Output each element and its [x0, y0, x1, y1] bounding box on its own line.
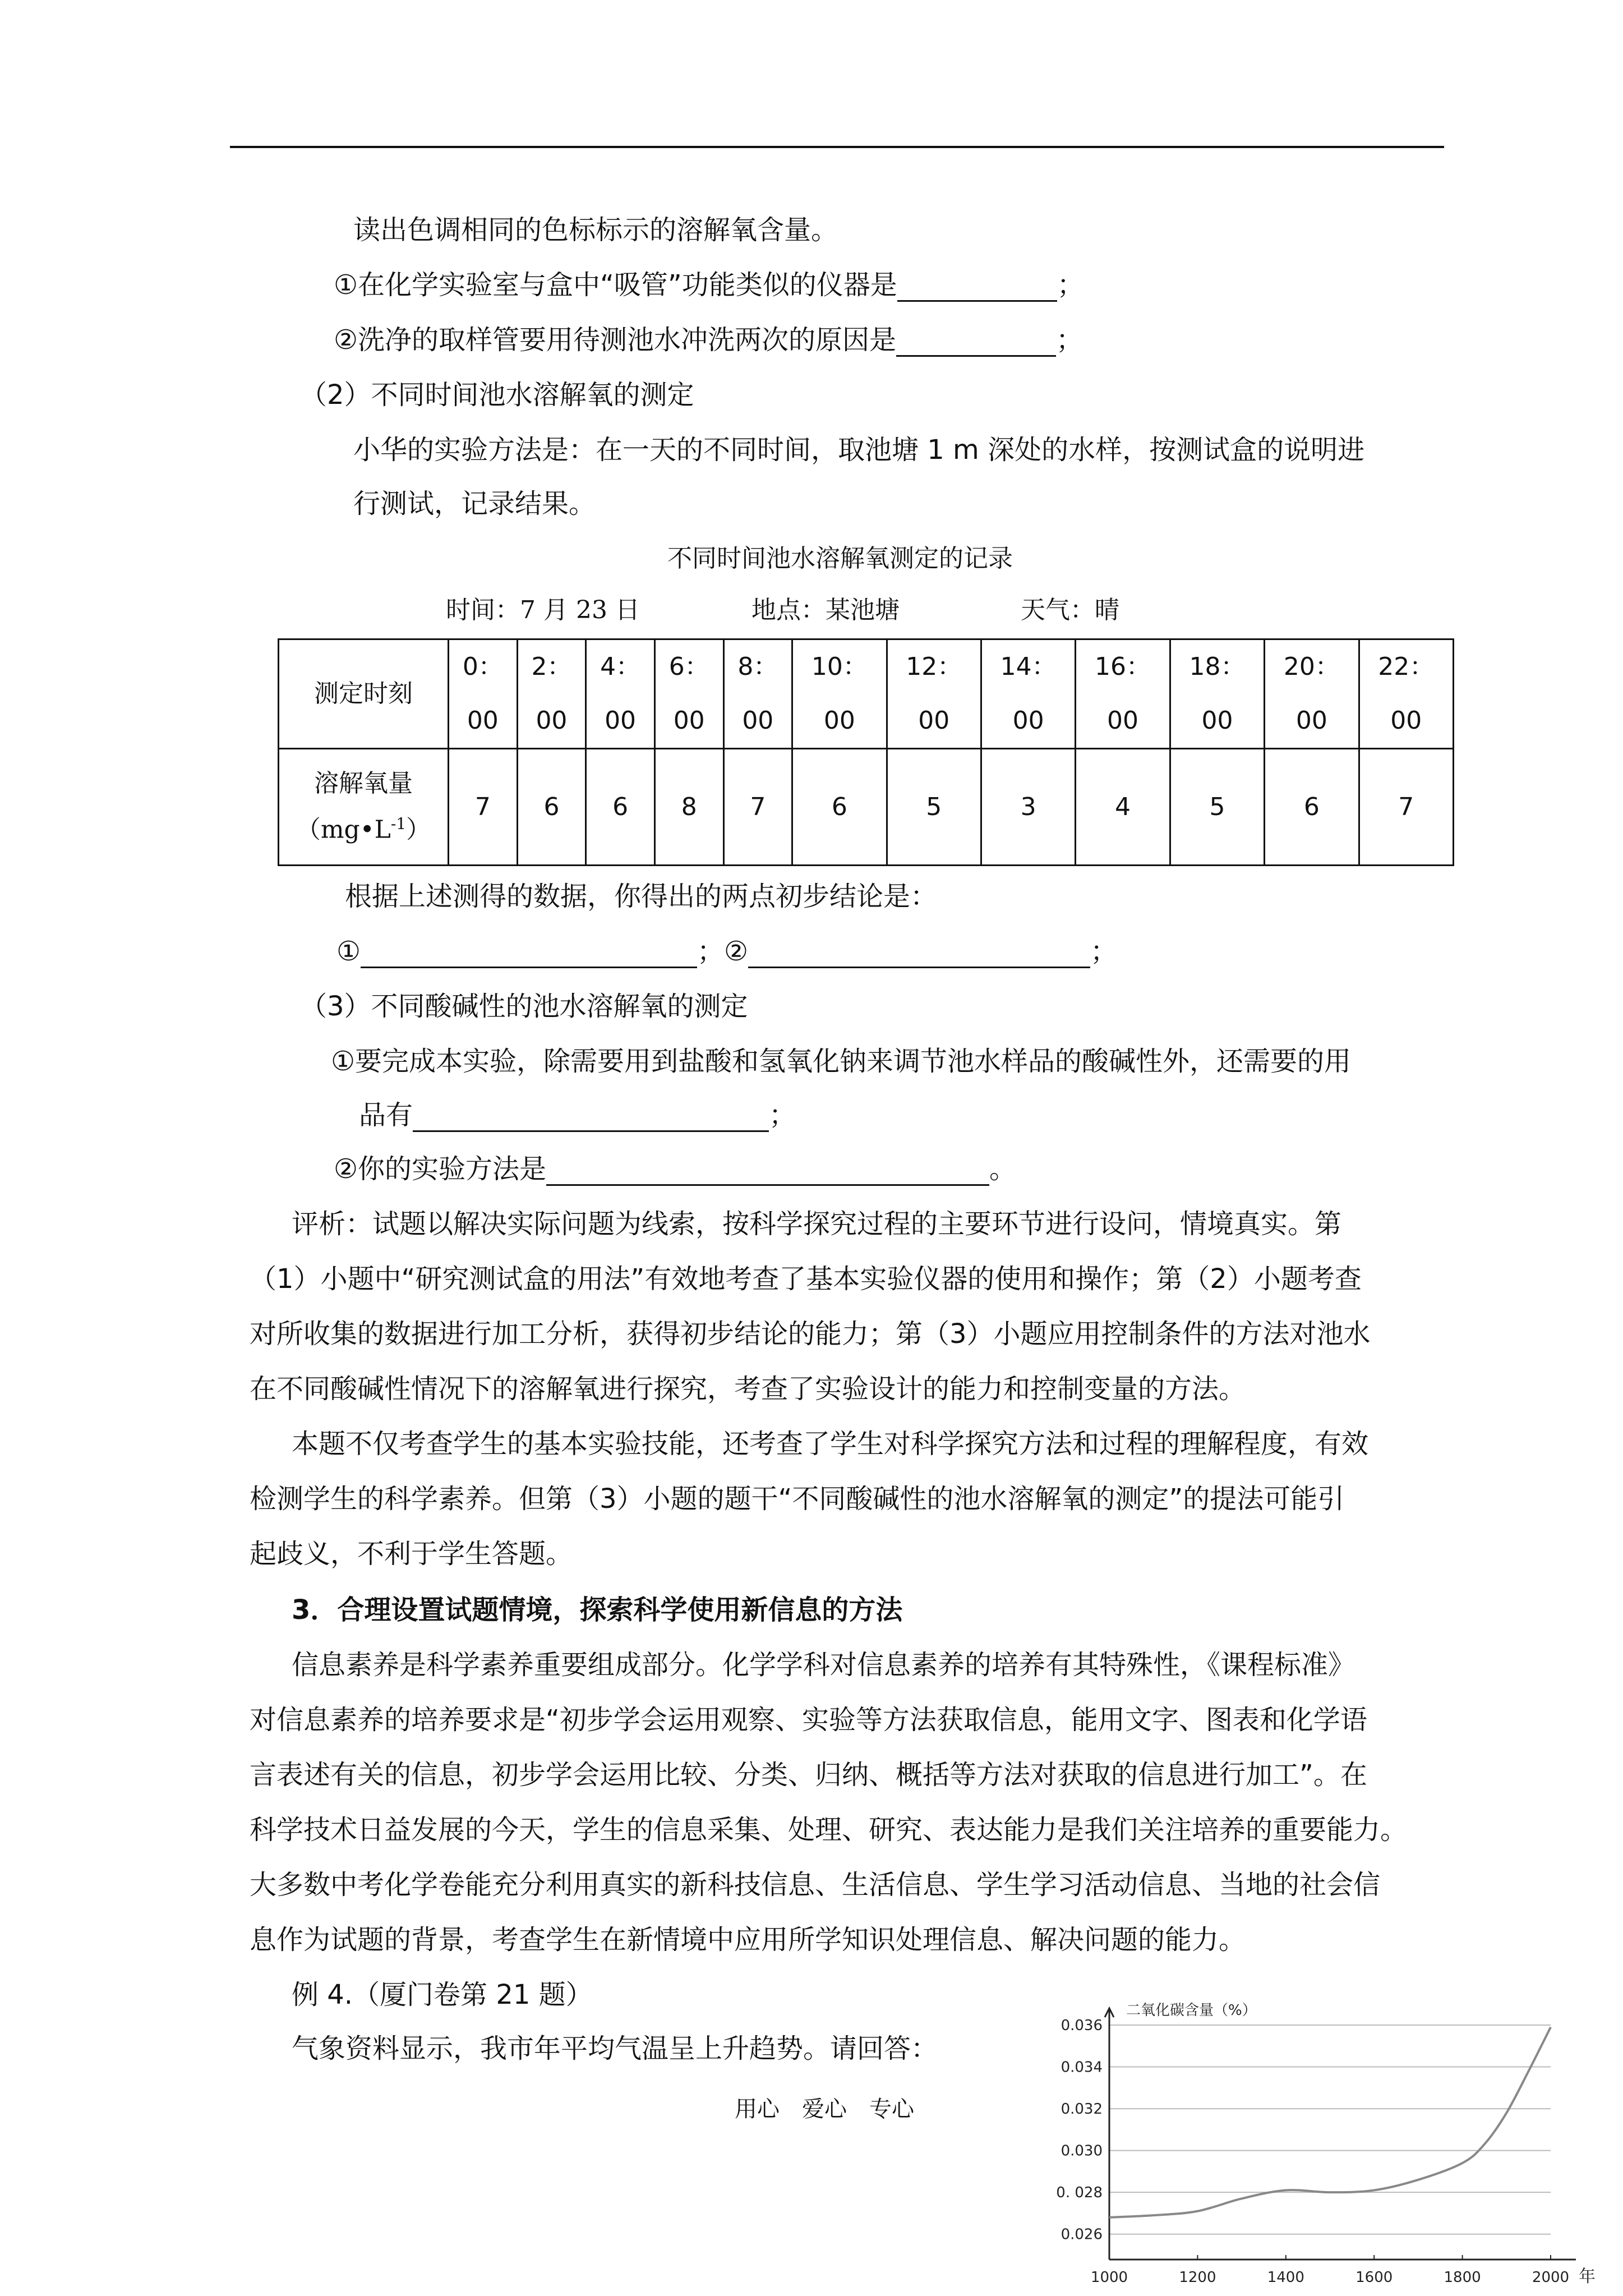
answer-blank[interactable] [361, 940, 697, 968]
x-axis-label: 年 [1579, 2267, 1596, 2286]
answer-blank[interactable] [896, 328, 1056, 357]
subsection-heading: （2）不同时间池水溶解氧的测定 [300, 379, 694, 411]
table-cell: 6： 00 [654, 639, 723, 749]
paragraph-line: （1）小题中“研究测试盒的用法”有效地考查了基本实验仪器的使用和操作；第（2）小题考查 [250, 1263, 1362, 1295]
x-tick-label: 1800 [1444, 2269, 1481, 2286]
answer-blank[interactable] [897, 273, 1057, 302]
table-cell: 10： 00 [792, 639, 887, 749]
table-meta-place: 地点：某池塘 [751, 596, 900, 624]
table-meta-time: 时间：7 月 23 日 [446, 596, 640, 624]
table-cell: 16： 00 [1076, 639, 1170, 749]
question-text: 品有 [359, 1099, 413, 1131]
table-header-cell: 测定时刻 [279, 639, 449, 749]
x-tick-label: 2000 [1532, 2269, 1570, 2286]
answer-blank[interactable] [546, 1157, 989, 1186]
record-table [278, 638, 1454, 866]
y-tick-label: 0.026 [1061, 2226, 1103, 2243]
table-cell: 7 [723, 749, 792, 866]
paragraph-line: 检测学生的科学素养。但第（3）小题的题干“不同酸碱性的池水溶解氧的测定”的提法可能引 [250, 1483, 1345, 1515]
punctuation: ； [1056, 324, 1083, 356]
text-line: 行测试，记录结果。 [353, 488, 596, 519]
question-line [334, 1152, 1016, 1186]
table-cell: 0： 00 [449, 639, 518, 749]
table-cell: 4 [1076, 749, 1170, 866]
paragraph-line: 息作为试题的背景，考查学生在新情境中应用所学知识处理信息、解决问题的能力。 [250, 1924, 1246, 1955]
question-line [334, 268, 1084, 302]
text-line: 小华的实验方法是：在一天的不同时间，取池塘 1 m 深处的水样，按测试盒的说明进 [353, 434, 1365, 466]
x-tick-label: 1000 [1090, 2269, 1128, 2286]
question-line [334, 323, 1083, 357]
paragraph-line: 言表述有关的信息，初步学会运用比较、分类、归纳、概括等方法对获取的信息进行加工”。在 [250, 1759, 1367, 1791]
table-cell: 6 [586, 749, 655, 866]
section-heading: 3．合理设置试题情境，探索科学使用新信息的方法 [292, 1594, 903, 1626]
table-header-cell: 溶解氧量 $(mg•L^{-1})$ [279, 749, 449, 866]
paragraph-line: 信息素养是科学素养重要组成部分。化学学科对信息素养的培养有其特殊性，《课程标准》 [292, 1649, 1355, 1681]
table-cell: 3 [981, 749, 1075, 866]
paragraph-line: 气象资料显示，我市年平均气温呈上升趋势。请回答： [292, 2033, 938, 2064]
text-line: 根据上述测得的数据，你得出的两点初步结论是： [345, 881, 938, 912]
punctuation: 。 [989, 1153, 1017, 1185]
paragraph-line: 大多数中考化学卷能充分利用真实的新科技信息、生活信息、学生学习活动信息、当地的社会信 [250, 1869, 1381, 1901]
question-text: ① [336, 936, 361, 967]
x-tick-label: 1600 [1355, 2269, 1393, 2286]
table-cell: 2： 00 [517, 639, 586, 749]
y-tick-label: 0.034 [1061, 2059, 1103, 2076]
punctuation: ； [769, 1099, 796, 1131]
table-cell: 4： 00 [586, 639, 655, 749]
table-cell: 22： 00 [1359, 639, 1453, 749]
punctuation: ； [1090, 936, 1118, 967]
y-axis-label: 二氧化碳含量（%） [1126, 2002, 1257, 2019]
text-line: 读出色调相同的色标标示的溶解氧含量。 [353, 214, 838, 246]
subsection-heading: （3）不同酸碱性的池水溶解氧的测定 [300, 991, 748, 1022]
x-tick-label: 1400 [1267, 2269, 1304, 2286]
answer-blank[interactable] [748, 940, 1090, 968]
text-line: ①要完成本实验，除需要用到盐酸和氢氧化钠来调节池水样品的酸碱性外，还需要的用 [331, 1046, 1352, 1077]
table-cell: 7 [449, 749, 518, 866]
paragraph-line: 本题不仅考查学生的基本实验技能，还考查了学生对科学探究方法和过程的理解程度，有效 [292, 1428, 1369, 1460]
question-text: ②洗净的取样管要用待测池水冲洗两次的原因是 [334, 324, 897, 356]
answer-blank[interactable] [413, 1103, 769, 1132]
table-cell: 18： 00 [1170, 639, 1264, 749]
table-row [279, 749, 1454, 866]
co2-line-chart [1043, 1986, 1604, 2289]
table-cell: 6 [1265, 749, 1359, 866]
y-tick-label: 0.036 [1061, 2017, 1103, 2034]
y-tick-label: 0. 028 [1056, 2184, 1103, 2202]
table-cell: 5 [887, 749, 981, 866]
paragraph-line: 科学技术日益发展的今天，学生的信息采集、处理、研究、表达能力是我们关注培养的重要能力。 [250, 1814, 1408, 1846]
page-footer: 用心 爱心 专心 [735, 2096, 914, 2122]
paragraph-line: 在不同酸碱性情况下的溶解氧进行探究，考查了实验设计的能力和控制变量的方法。 [250, 1373, 1246, 1405]
paragraph-line: 评析：试题以解决实际问题为线索，按科学探究过程的主要环节进行设问，情境真实。第 [292, 1208, 1342, 1240]
table-cell: 8 [654, 749, 723, 866]
table-row [279, 639, 1454, 749]
table-cell: 7 [1359, 749, 1453, 866]
table-cell: 12： 00 [887, 639, 981, 749]
question-line [359, 1098, 796, 1132]
table-cell: 5 [1170, 749, 1264, 866]
table-title: 不同时间池水溶解氧测定的记录 [667, 544, 1013, 573]
punctuation: ； [1057, 269, 1084, 301]
table-cell: 8： 00 [723, 639, 792, 749]
paragraph-line: 对信息素养的培养要求是“初步学会运用观察、实验等方法获取信息，能用文字、图表和化学语 [250, 1704, 1367, 1736]
y-tick-label: 0.030 [1061, 2142, 1103, 2160]
table-meta-weather: 天气：晴 [1021, 596, 1119, 624]
x-tick-label: 1200 [1179, 2269, 1216, 2286]
example-heading: 例 4.（厦门卷第 21 题） [292, 1979, 593, 2010]
question-line [336, 935, 1117, 968]
question-text: ②你的实验方法是 [334, 1153, 547, 1185]
series-line [1109, 2027, 1551, 2217]
y-tick-label: 0.032 [1061, 2101, 1103, 2118]
paragraph-line: 起歧义，不利于学生答题。 [250, 1538, 573, 1570]
question-text: ①在化学实验室与盒中“吸管”功能类似的仪器是 [334, 269, 897, 301]
table-cell: 14： 00 [981, 639, 1075, 749]
paragraph-line: 对所收集的数据进行加工分析，获得初步结论的能力；第（3）小题应用控制条件的方法对池水 [250, 1318, 1371, 1350]
table-cell: 6 [517, 749, 586, 866]
table-cell: 20： 00 [1265, 639, 1359, 749]
header-rule [230, 146, 1444, 148]
table-cell: 6 [792, 749, 887, 866]
question-text: ；② [697, 936, 749, 967]
